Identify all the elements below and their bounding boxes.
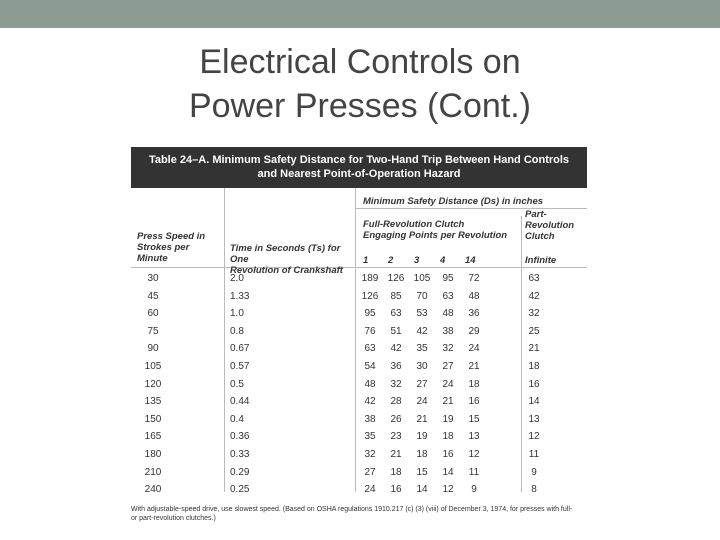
- cell-safety-distance: 11: [468, 466, 480, 478]
- cell-safety-distance: 28: [390, 396, 402, 408]
- header-speed-line-3: Minute: [137, 253, 168, 264]
- header-min-safety-distance: Minimum Safety Distance (Ds) in inches: [363, 196, 544, 207]
- header-part-line-3: Clutch: [525, 231, 555, 242]
- cell-press-speed: 165: [144, 431, 162, 443]
- cell-safety-distance: 29: [468, 325, 480, 337]
- table-row: [131, 481, 587, 498]
- table-grid: [131, 188, 587, 496]
- cell-press-speed: 150: [144, 413, 162, 425]
- engaging-point-3: 3: [414, 255, 420, 266]
- cell-safety-distance: 30: [416, 361, 428, 372]
- cell-safety-distance: 27: [416, 378, 428, 390]
- cell-press-speed: 240: [144, 484, 162, 496]
- cell-time-seconds: 0.25: [230, 484, 250, 496]
- table-row: [131, 358, 587, 375]
- engaging-point-1: 1: [363, 255, 369, 266]
- cell-safety-distance: 16: [528, 378, 540, 390]
- cell-press-speed: 105: [144, 361, 162, 372]
- cell-safety-distance: 14: [442, 466, 454, 478]
- top-accent-bar: [0, 0, 720, 28]
- cell-safety-distance: 48: [442, 308, 454, 320]
- cell-safety-distance: 11: [528, 449, 540, 460]
- cell-safety-distance: 95: [364, 308, 376, 320]
- cell-safety-distance: 19: [442, 413, 454, 425]
- cell-press-speed: 30: [147, 273, 159, 284]
- cell-press-speed: 135: [144, 396, 162, 408]
- cell-safety-distance: 8: [531, 484, 537, 496]
- cell-safety-distance: 12: [468, 449, 480, 460]
- cell-time-seconds: 0.29: [230, 466, 250, 478]
- cell-safety-distance: 13: [468, 431, 480, 443]
- cell-safety-distance: 35: [364, 431, 376, 443]
- cell-safety-distance: 18: [416, 449, 428, 460]
- cell-safety-distance: 63: [364, 343, 376, 355]
- header-full-line-2: Engaging Points per Revolution: [363, 230, 508, 241]
- table-row: [131, 393, 587, 410]
- cell-safety-distance: 9: [531, 466, 537, 478]
- cell-safety-distance: 26: [390, 413, 402, 425]
- header-part-line-1: Part-: [525, 209, 547, 220]
- cell-time-seconds: 0.57: [230, 361, 250, 372]
- cell-time-seconds: 0.8: [230, 325, 244, 337]
- cell-safety-distance: 32: [390, 378, 402, 390]
- table-caption: [131, 147, 587, 188]
- table-row: [131, 270, 587, 287]
- cell-safety-distance: 19: [416, 431, 428, 443]
- slide-title: [0, 40, 720, 128]
- cell-safety-distance: 16: [442, 449, 454, 460]
- cell-time-seconds: 1.0: [230, 308, 244, 320]
- cell-safety-distance: 105: [413, 273, 431, 284]
- cell-safety-distance: 18: [528, 361, 540, 372]
- cell-press-speed: 75: [147, 325, 159, 337]
- safety-distance-table: [131, 147, 587, 496]
- cell-time-seconds: 0.36: [230, 431, 250, 443]
- table-row: [131, 376, 587, 393]
- header-time-line-1: Time in Seconds (Ts) for One: [230, 243, 341, 265]
- cell-safety-distance: 126: [387, 273, 405, 284]
- cell-time-seconds: 0.44: [230, 396, 250, 408]
- cell-safety-distance: 21: [390, 449, 402, 460]
- cell-safety-distance: 38: [364, 413, 376, 425]
- header-press-speed: [137, 231, 223, 264]
- cell-press-speed: 60: [147, 308, 159, 320]
- table-row: [131, 428, 587, 445]
- cell-safety-distance: 36: [390, 361, 402, 372]
- cell-safety-distance: 18: [468, 378, 480, 390]
- cell-safety-distance: 24: [442, 378, 454, 390]
- cell-safety-distance: 70: [416, 290, 428, 302]
- cell-press-speed: 90: [147, 343, 159, 355]
- cell-safety-distance: 25: [528, 325, 540, 337]
- cell-safety-distance: 42: [390, 343, 402, 355]
- cell-safety-distance: 48: [364, 378, 376, 390]
- cell-time-seconds: 1.33: [230, 290, 250, 302]
- cell-safety-distance: 21: [442, 396, 454, 408]
- header-part-revolution-clutch: [525, 209, 585, 242]
- table-row: [131, 446, 587, 463]
- header-time-line-2: Revolution of Crankshaft: [230, 265, 343, 276]
- cell-safety-distance: 42: [364, 396, 376, 408]
- cell-safety-distance: 35: [416, 343, 428, 355]
- cell-press-speed: 120: [144, 378, 162, 390]
- cell-safety-distance: 53: [416, 308, 428, 320]
- cell-safety-distance: 63: [528, 273, 540, 284]
- table-row: [131, 464, 587, 481]
- cell-safety-distance: 21: [468, 361, 480, 372]
- table-row: [131, 411, 587, 428]
- cell-safety-distance: 36: [468, 308, 480, 320]
- cell-safety-distance: 24: [468, 343, 480, 355]
- engaging-point-infinite: Infinite: [525, 255, 557, 266]
- cell-safety-distance: 9: [471, 484, 477, 496]
- header-full-line-1: Full-Revolution Clutch: [363, 219, 465, 230]
- engaging-point-4: 4: [440, 255, 446, 266]
- cell-safety-distance: 72: [468, 273, 480, 284]
- cell-time-seconds: 0.67: [230, 343, 250, 355]
- cell-safety-distance: 24: [364, 484, 376, 496]
- table-row: [131, 340, 587, 357]
- cell-time-seconds: 2.0: [230, 273, 244, 284]
- cell-safety-distance: 38: [442, 325, 454, 337]
- cell-safety-distance: 15: [416, 466, 428, 478]
- cell-safety-distance: 16: [390, 484, 402, 496]
- cell-safety-distance: 14: [416, 484, 428, 496]
- cell-safety-distance: 12: [442, 484, 454, 496]
- cell-safety-distance: 27: [364, 466, 376, 478]
- cell-safety-distance: 27: [442, 361, 454, 372]
- footnote-line-2: or part-revolution clutches.): [131, 515, 216, 522]
- cell-safety-distance: 42: [528, 290, 540, 302]
- cell-safety-distance: 21: [528, 343, 540, 355]
- table-row: [131, 288, 587, 305]
- slide-title-line-1: Electrical Controls on: [199, 43, 521, 81]
- engaging-point-2: 2: [388, 255, 394, 266]
- cell-safety-distance: 85: [390, 290, 402, 302]
- cell-safety-distance: 18: [442, 431, 454, 443]
- cell-safety-distance: 63: [390, 308, 402, 320]
- cell-safety-distance: 32: [364, 449, 376, 460]
- cell-safety-distance: 76: [364, 325, 376, 337]
- cell-safety-distance: 126: [361, 290, 379, 302]
- cell-safety-distance: 14: [528, 396, 540, 408]
- cell-safety-distance: 42: [416, 325, 428, 337]
- cell-safety-distance: 32: [528, 308, 540, 320]
- table-caption-line-2: and Nearest Point-of-Operation Hazard: [257, 168, 461, 180]
- header-full-revolution-clutch: [363, 219, 523, 241]
- cell-press-speed: 210: [144, 466, 162, 478]
- cell-safety-distance: 13: [528, 413, 540, 425]
- footnote-line-1: With adjustable-speed drive, use slowest speed. (Based on OSHA regulations 1910.217 (c) (3) (viii) of December 3, 1974, for presses with full-: [131, 506, 573, 513]
- cell-time-seconds: 0.4: [230, 413, 244, 425]
- cell-safety-distance: 189: [361, 273, 379, 284]
- header-rule: [131, 267, 587, 268]
- cell-time-seconds: 0.33: [230, 449, 250, 460]
- cell-safety-distance: 16: [468, 396, 480, 408]
- header-part-line-2: Revolution: [525, 220, 575, 231]
- cell-safety-distance: 95: [442, 273, 454, 284]
- table-row: [131, 305, 587, 322]
- cell-safety-distance: 18: [390, 466, 402, 478]
- cell-safety-distance: 51: [390, 325, 402, 337]
- cell-safety-distance: 48: [468, 290, 480, 302]
- engaging-point-14: 14: [465, 255, 476, 266]
- cell-press-speed: 45: [147, 290, 159, 302]
- cell-safety-distance: 54: [364, 361, 376, 372]
- cell-safety-distance: 15: [468, 413, 480, 425]
- cell-safety-distance: 12: [528, 431, 540, 443]
- cell-safety-distance: 24: [416, 396, 428, 408]
- cell-safety-distance: 32: [442, 343, 454, 355]
- slide-title-line-2: Power Presses (Cont.): [189, 87, 531, 125]
- cell-safety-distance: 63: [442, 290, 454, 302]
- table-footnote: [131, 505, 591, 523]
- table-caption-line-1: Table 24–A. Minimum Safety Distance for Two-Hand Trip Between Hand Controls: [148, 154, 570, 166]
- header-speed-line-1: Press Speed in: [137, 231, 206, 242]
- cell-press-speed: 180: [144, 449, 162, 460]
- cell-safety-distance: 23: [390, 431, 402, 443]
- cell-time-seconds: 0.5: [230, 378, 244, 390]
- cell-safety-distance: 21: [416, 413, 428, 425]
- header-speed-line-2: Strokes per: [137, 242, 190, 253]
- table-row: [131, 323, 587, 340]
